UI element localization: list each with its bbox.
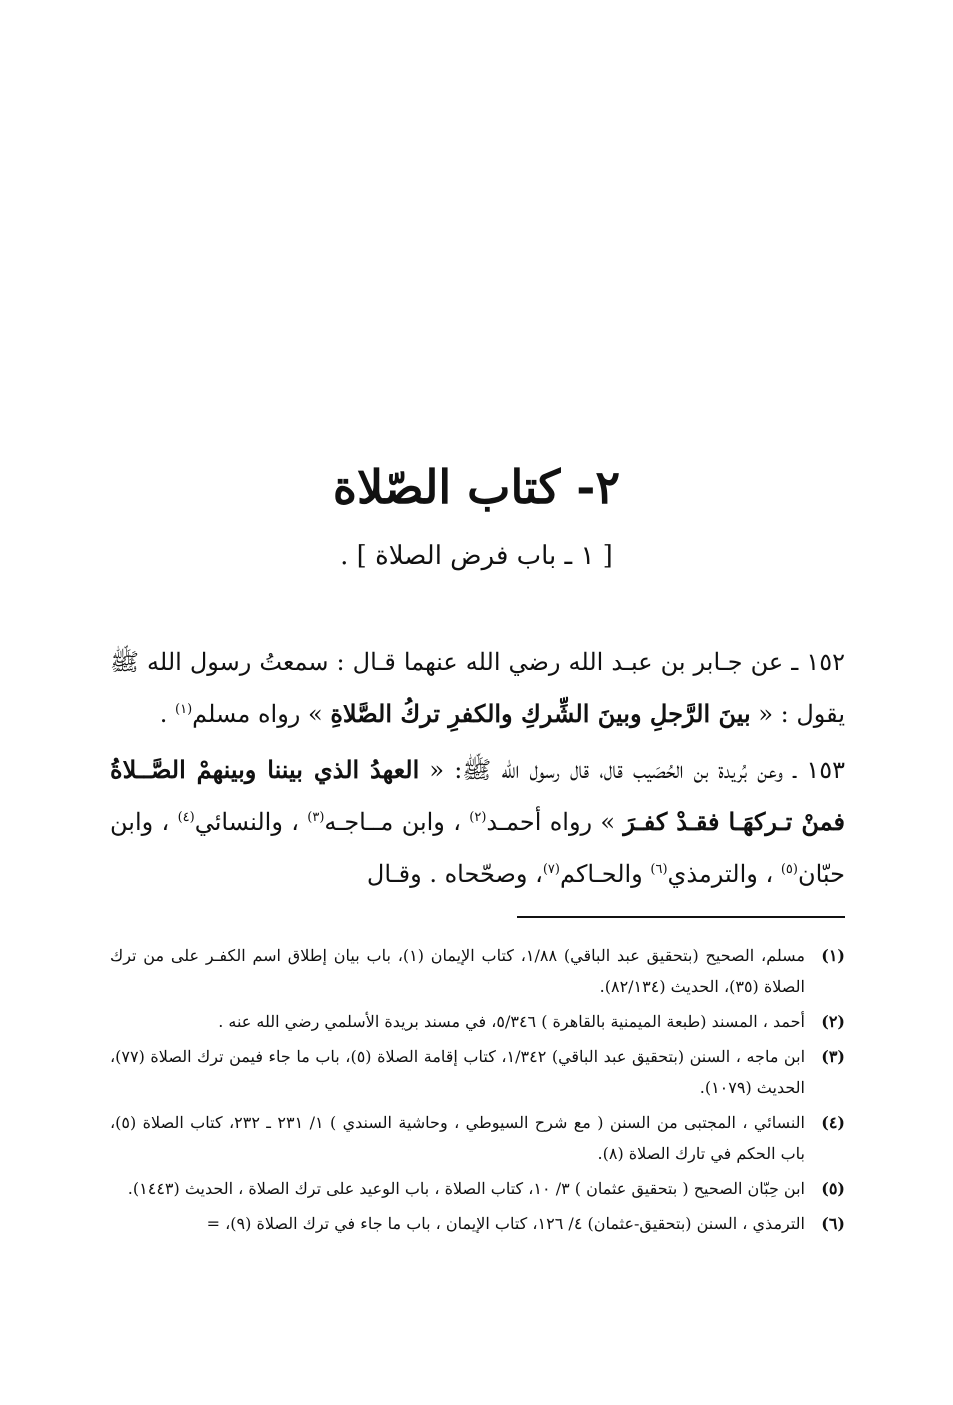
- footnote-number: (١): [821, 946, 845, 965]
- footnote-item: [110, 1173, 845, 1204]
- footnote-number: (٦): [821, 1214, 845, 1233]
- footnote-number: (٣): [821, 1047, 845, 1066]
- hadith-152-quote: بينَ الرَّجلِ وبينَ الشِّركِ والكفرِ تركُ الصَّلاةِ: [330, 699, 751, 728]
- hadith-152-end: .: [159, 700, 175, 728]
- footnote-ref-2[interactable]: (٢): [469, 810, 487, 825]
- footnote-text: الترمذي ، السنن (بتحقيق-عثمان) ٤/ ١٢٦، كتاب الإيمان ، باب ما جاء في ترك الصلاة (٩)، =: [206, 1214, 805, 1233]
- chapter-title: ٢- كتاب الصّلاة: [332, 460, 621, 514]
- footnote-text: ابن ماجه ، السنن (بتحقيق عبد الباقي) ١/٣٤٢، كتاب إقامة الصلاة (٥)، باب ما جاء فيمن ترك الصلاة (٧٧)، الحديث (١٠٧٩).: [110, 1047, 806, 1097]
- footnotes: [110, 940, 845, 1243]
- footnote-item: [110, 1208, 845, 1239]
- footnote-number: (٤): [821, 1113, 845, 1132]
- footnote-item: [110, 1041, 845, 1103]
- hadith-153-narration-tirmidhi: ، والترمذي: [667, 860, 781, 888]
- footnote-text: النسائي ، المجتبى من السنن ( مع شرح السيوطي ، وحاشية السندي ) ١/ ٢٣١ ـ ٢٣٢، كتاب الصلاة (٥)، باب الحكم في تارك الصلاة (٨).: [110, 1113, 806, 1163]
- footnote-divider: [517, 916, 845, 918]
- hadith-153-narration-ibn-hibban: ، وابن حبّان: [110, 808, 845, 888]
- hadith-153-quote: العهدُ الذي بيننا وبينهمْ الصَّــلاةُ فمنْ تـركهَـا فقـدْ كفـرَ: [110, 755, 845, 836]
- footnote-text: مسلم، الصحيح (بتحقيق عبد الباقي) ١/٨٨، كتاب الإيمان (١)، باب بيان إطلاق اسم الكفـر على من ترك الصلاة (٣٥)، الحديث (٨٢/١٣٤).: [110, 946, 805, 996]
- hadith-153-narration-hakim: والحـاكم: [559, 860, 651, 888]
- hadith-153-narration-nasai: ، والنسائي: [194, 808, 308, 836]
- footnote-ref-1[interactable]: (١): [175, 702, 193, 717]
- footnote-ref-7[interactable]: (٧): [542, 862, 560, 877]
- footnote-ref-3[interactable]: (٣): [307, 810, 325, 825]
- footnote-item: [110, 1006, 845, 1037]
- hadith-152-narration: » رواه مسلم: [192, 700, 331, 728]
- footnote-ref-6[interactable]: (٦): [650, 862, 668, 877]
- footnote-number: (٢): [821, 1012, 845, 1031]
- footnote-ref-5[interactable]: (٥): [780, 862, 798, 877]
- section-title: [ ١ ـ باب فرض الصلاة ] .: [340, 541, 613, 571]
- hadith-153-narration-ibn-majah: ، وابن مــاجـه: [324, 808, 470, 836]
- footnote-text: أحمد ، المسند (طبعة الميمنية بالقاهرة ) ٥/٣٤٦، في مسند بريدة الأسلمي رضي الله عنه .: [218, 1012, 805, 1031]
- footnote-ref-4[interactable]: (٤): [177, 810, 195, 825]
- footnote-number: (٥): [821, 1179, 845, 1198]
- hadith-152: [110, 636, 845, 740]
- hadith-153-text: ١٥٣ ـ وعن بُريدة بن الحُصَيب قال، قال رسول الله ﷺ: «: [419, 756, 845, 784]
- hadith-153-narration-ahmad: » رواه أحمـد: [486, 808, 624, 836]
- hadith-153: [110, 744, 845, 900]
- hadith-152-text: ١٥٢ ـ عن جـابر بن عبـد الله رضي الله عنهما قـال : سمعتُ رسول الله ﷺ يقول : «: [110, 648, 845, 728]
- footnote-item: [110, 940, 845, 1002]
- footnote-item: [110, 1107, 845, 1169]
- hadith-153-end: ، وصحّحاه . وقـال: [366, 860, 543, 888]
- footnote-text: ابن حِبّان الصحيح ( بتحقيق عثمان ) ٣/ ١٠، كتاب الصلاة ، باب الوعيد على ترك الصلاة ، الحديث (١٤٤٣).: [127, 1179, 805, 1198]
